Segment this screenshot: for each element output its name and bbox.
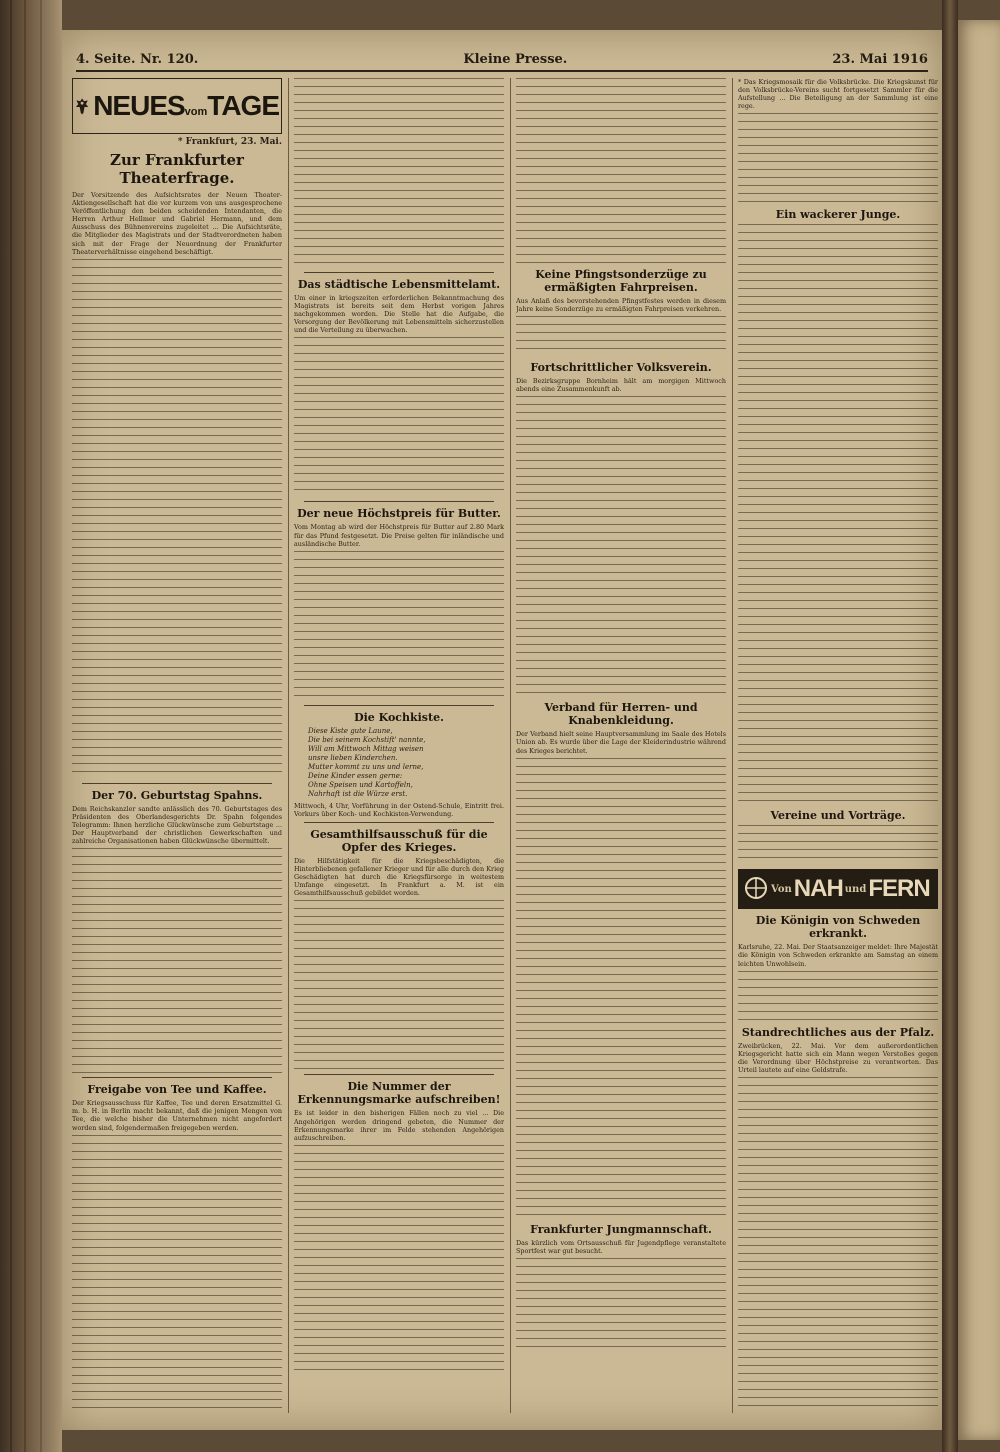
article-text: Um einer in kriegszeiten erforderlichen Bekanntmachung des Magistrats ist bereits seit dem Herbst vorigen Jahres nachgekommen worden. Die Stelle hat die Aufgabe, die Versorgung der Bevölkerung mit Lebensmitteln sicherzustellen und die Verteilung zu überwachen.	[294, 294, 504, 335]
column-2	[294, 78, 504, 1413]
article-title: Standrechtliches aus der Pfalz.	[741, 1025, 935, 1039]
page-header	[76, 48, 928, 72]
text-block	[72, 259, 282, 779]
text-block	[738, 971, 938, 1021]
article-title: Die Königin von Schweden erkrankt.	[755, 914, 921, 941]
text-block	[516, 758, 726, 1218]
article-text: Karlsruhe, 22. Mai. Der Staatsanzeiger meldet: Ihre Majestät die Königin von Schweden erkrankte am Samstag an einem leichten Unwohlsein.	[738, 943, 938, 968]
text-block	[294, 1145, 504, 1375]
column-4	[738, 78, 938, 1413]
poem-line: Mutter kommt zu uns und lerne,	[308, 762, 424, 771]
article-title: Frankfurter Jungmannschaft.	[530, 1222, 712, 1236]
article-title: Zur Frankfurter Theaterfrage.	[110, 151, 244, 187]
eagle-icon	[75, 86, 89, 126]
article-text: Der Verband hielt seine Hauptversammlung im Saale des Hotels Union ab. Es wurde über die Lage der Kleiderindustrie während des Krieges berichtet.	[516, 730, 726, 755]
text-block	[72, 1135, 282, 1413]
article-text: Mittwoch, 4 Uhr, Vorführung in der Ostend-Schule, Eintritt frei. Vorkurs über Koch- und Kochkisten-Verwendung.	[294, 801, 504, 818]
poem-line: Die bei seinem Kochstift' nannte,	[308, 735, 426, 744]
text-block	[516, 316, 726, 356]
poem-line: Diese Kiste gute Laune,	[308, 726, 393, 735]
article-title: Die Nummer der Erkennungsmarke aufschreiben!	[297, 1080, 501, 1107]
article-title: Freigabe von Tee und Kaffee.	[87, 1083, 267, 1097]
text-block	[294, 337, 504, 497]
article-text: Dem Reichskanzler sandte anlässlich des 70. Geburtstages des Präsidenten des Oberlandesgerichts Dr. Spahn folgendes Telegramm: Ihnen herzliche Glückwünsche zum Geburtstage ... Der Hauptverband der christlichen Gewerkschaften und zahlreiche Organisationen haben Glückwünsche übermittelt.	[72, 804, 282, 846]
article-title: Der 70. Geburtstag Spahns.	[91, 788, 263, 802]
article-text: * Das Kriegsmosaik für die Volksbrücke. Die Kriegskunst für den Volksbrücke-Vereins sucht fortgesetzt Sammler für die Aufstellung ... Die Beteiligung an der Sammlung ist eine rege.	[738, 78, 938, 111]
text-block	[738, 224, 938, 804]
text-block	[294, 551, 504, 701]
newspaper-page	[62, 30, 942, 1430]
page-gutter	[942, 0, 958, 1452]
page-date: 23. Mai 1916	[832, 51, 928, 67]
page-number: 4. Seite. Nr. 120.	[76, 51, 199, 67]
article-title: Ein wackerer Junge.	[775, 208, 901, 222]
article-text: Die Hilfstätigkeit für die Kriegsbeschädigten, die Hinterbliebenen gefallener Krieger und für alle durch den Krieg Geschädigten hat durch die Kriegsfürsorge in weitestem Umfange eingesetzt. In Frankfurt a. M. ist ein Gesamthilfsausschuß gebildet worden.	[294, 856, 504, 898]
poem-line: Nahrhaft ist die Würze erst.	[308, 789, 408, 798]
article-text: Die Bezirksgruppe Bornheim hält am morgigen Mittwoch abends eine Zusammenkunft ab.	[516, 377, 726, 394]
poem-line: unsre lieben Kinderchen.	[308, 753, 398, 762]
article-title: Vereine und Vorträge.	[770, 809, 906, 823]
text-block	[516, 396, 726, 696]
article-title: Gesamthilfsausschuß für die Opfer des Krieges.	[310, 827, 488, 854]
article-text: Der Kriegsausschuss für Kaffee, Tee und deren Ersatzmittel G. m. b. H. in Berlin macht bekannt, daß die jenigen Mengen von Tee, die welche bisher die Unternehmen nicht angefordert worden sind, folgendermaßen freigegeben werden.	[72, 1099, 282, 1132]
paper-title: Kleine Presse.	[463, 51, 568, 67]
article-text: Es ist leider in den bisherigen Fällen noch zu viel ... Die Angehörigen werden dringend gebeten, die Nummer der Erkennungsmarke ihrer im Felde stehenden Angehörigen aufzuschreiben.	[294, 1109, 504, 1142]
adjacent-page-edge	[958, 20, 1000, 1440]
text-block	[516, 1258, 726, 1348]
article-title: Die Kochkiste.	[354, 710, 444, 724]
article-title: Keine Pfingstsonderzüge zu ermäßigten Fahrpreisen.	[535, 268, 707, 294]
text-block	[294, 78, 504, 268]
article-title: Verband für Herren- und Knabenkleidung.	[544, 701, 698, 728]
text-block	[516, 78, 726, 263]
column-3	[516, 78, 726, 1413]
article-text: Vom Montag ab wird der Höchstpreis für Butter auf 2.80 Mark für das Pfund festgesetzt. Die Preise gelten für inländische und ausländische Butter.	[294, 523, 504, 548]
text-block	[294, 900, 504, 1070]
text-block	[738, 1077, 938, 1413]
article-text: Aus Anlaß des bevorstehenden Pfingstfestes werden in diesem Jahre keine Sonderzüge zu ermäßigten Fahrpreisen verkehren.	[516, 297, 726, 314]
poem-line: Ohne Speisen und Kartoffeln,	[308, 780, 413, 789]
text-block	[738, 825, 938, 865]
masthead	[72, 78, 282, 134]
article-title: Fortschrittlicher Volksverein.	[530, 361, 712, 375]
column-1	[72, 78, 282, 1413]
article-title: Der neue Höchstpreis für Butter.	[297, 507, 501, 521]
text-block	[72, 848, 282, 1073]
article-text: Zweibrücken, 22. Mai. Vor dem außerordentlichen Kriegsgericht hatte sich ein Mann wegen Verstoßes gegen die Verordnung über Höchstpreise zu verantworten. Das Urteil lautete auf eine Geldstrafe.	[738, 1041, 938, 1074]
article-text: Das kürzlich vom Ortsausschuß für Jugendpflege veranstaltete Sportfest war gut besucht.	[516, 1238, 726, 1255]
book-binding	[0, 0, 62, 1452]
poem-line: Will am Mittwoch Mittag weisen	[308, 744, 424, 753]
section-banner: Von NAH und FERN	[738, 869, 938, 909]
dateline: * Frankfurt, 23. Mai.	[177, 137, 282, 147]
article-text: Der Vorsitzende des Aufsichtsrates der Neuen Theater-Aktiengesellschaft hat die vor kurzem von uns ausgesprochene Veröffentlichung den beiden scheidenden Intendanten, die Herren Arthur Hellmer und Gabriel Hermann, und dem Ausschuss des Bühnenvereins zugeleitet ... Die Aufsichtsräte, die Mitglieder des Magistrats und der Stadtverordneten haben sich mit der Frage der Neuordnung der Frankfurter Theaterverhältnisse eingehend beschäftigt.	[72, 191, 282, 256]
poem	[294, 727, 504, 799]
globe-icon	[743, 874, 769, 904]
poem-line: Deine Kinder essen gerne:	[308, 771, 403, 780]
masthead-title: NEUESvomTAGE	[93, 90, 279, 121]
article-title: Das städtische Lebensmittelamt.	[297, 278, 501, 291]
text-block	[738, 113, 938, 203]
